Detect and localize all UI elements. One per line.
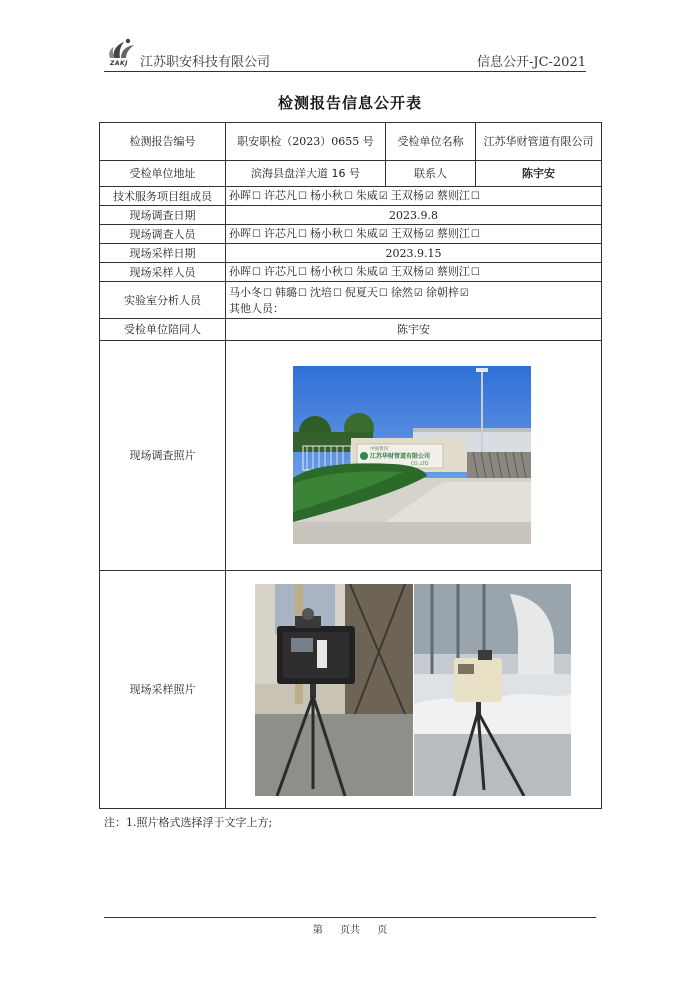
sampling-staff [226, 263, 602, 282]
survey-photo-cell [226, 341, 602, 571]
unchecked-box-icon: ☐ [343, 191, 353, 202]
checked-box-icon: ☑ [378, 191, 388, 202]
unchecked-box-icon: ☐ [263, 287, 272, 299]
header-divider [104, 71, 586, 72]
table-row [100, 244, 602, 263]
lab-staff [226, 282, 602, 319]
staff-name: 徐然 [390, 285, 413, 299]
staff-name: 蔡则江 [436, 265, 470, 278]
table-row [100, 263, 602, 282]
unchecked-box-icon: ☐ [297, 191, 307, 202]
client-label: 受检单位名称 [386, 123, 476, 161]
info-table [99, 122, 602, 809]
survey-staff [226, 225, 602, 244]
escort-label: 受检单位陪同人 [100, 319, 226, 341]
footer-total-label: 页共 [340, 925, 360, 936]
staff-name: 沈培 [309, 285, 332, 299]
staff-name: 蔡则江 [436, 189, 470, 202]
staff-name: 王双杨 [390, 189, 424, 202]
address-label: 受检单位地址 [100, 161, 226, 187]
staff-name: 韩璐 [274, 285, 297, 299]
table-row [100, 123, 602, 161]
staff-name: 孙晖 [229, 189, 251, 202]
sampling-date-label: 现场采样日期 [100, 244, 226, 263]
unchecked-box-icon: ☐ [252, 229, 261, 240]
staff-name: 马小冬 [229, 285, 262, 299]
survey-date-value: 2023.9.8 [226, 206, 602, 225]
page-header [104, 34, 586, 72]
report-no-value: 职安职检（2023）0655 号 [226, 123, 386, 161]
unchecked-box-icon: ☐ [470, 267, 480, 278]
staff-name: 朱威 [355, 265, 378, 278]
note-text: 注：1.照片格式选择浮于文字上方; [104, 816, 273, 829]
footer-page-suffix: 页 [377, 925, 388, 936]
staff-name: 王双杨 [390, 227, 424, 240]
sampling-photo-1 [255, 584, 413, 796]
table-row [100, 319, 602, 341]
staff-name: 蔡则江 [436, 227, 470, 240]
checked-box-icon: ☑ [424, 229, 434, 240]
staff-name: 杨小秋 [309, 227, 343, 240]
sampling-photo-cell [226, 571, 602, 809]
table-row [100, 341, 602, 571]
staff-name: 杨小秋 [309, 189, 343, 202]
unchecked-box-icon: ☐ [332, 287, 342, 299]
table-row [100, 225, 602, 244]
staff-name: 朱威 [355, 189, 378, 202]
unchecked-box-icon: ☐ [297, 287, 307, 299]
unchecked-box-icon: ☐ [470, 229, 480, 240]
lab-staff-label: 实验室分析人员 [100, 282, 226, 319]
unchecked-box-icon: ☐ [470, 191, 480, 202]
document-code: 信息公开-JC-2021 [476, 55, 586, 70]
table-row [100, 282, 602, 319]
survey-staff-label: 现场调查人员 [100, 225, 226, 244]
table-row [100, 571, 602, 809]
checked-box-icon: ☑ [378, 267, 388, 278]
staff-name: 许芯凡 [263, 227, 297, 240]
unchecked-box-icon: ☐ [252, 191, 261, 202]
table-row [100, 187, 602, 206]
sampling-staff-label: 现场采样人员 [100, 263, 226, 282]
contact-value: 陈宇安 [476, 161, 602, 187]
team-members [226, 187, 602, 206]
table-row [100, 161, 602, 187]
sign-text-3: CO.,LTD [411, 462, 429, 467]
unchecked-box-icon: ☐ [378, 287, 388, 299]
lab-staff-list [229, 285, 598, 301]
footer-divider [104, 917, 596, 918]
sign-text-2: 江苏华财管道有限公司 [370, 453, 431, 460]
staff-name: 杨小秋 [309, 265, 343, 278]
unchecked-box-icon: ☐ [297, 229, 307, 240]
checked-box-icon: ☑ [424, 267, 434, 278]
sampling-photo-2 [414, 584, 571, 796]
company-name: 江苏职安科技有限公司 [140, 55, 271, 70]
lab-other-staff: 其他人员： [229, 301, 284, 315]
unchecked-box-icon: ☐ [252, 267, 261, 278]
checked-box-icon: ☑ [378, 229, 388, 240]
address-value: 滨海县盘洋大道 16 号 [226, 161, 386, 187]
sampling-photo-label: 现场采样照片 [100, 571, 226, 809]
staff-name: 倪夏天 [344, 285, 378, 299]
staff-name: 许芯凡 [263, 189, 297, 202]
survey-photo-label: 现场调查照片 [100, 341, 226, 571]
unchecked-box-icon: ☐ [343, 267, 353, 278]
checked-box-icon: ☑ [459, 287, 469, 299]
staff-name: 徐朝梓 [425, 285, 459, 299]
client-value: 江苏华财管道有限公司 [476, 123, 602, 161]
unchecked-box-icon: ☐ [297, 267, 307, 278]
team-label: 技术服务项目组成员 [100, 187, 226, 206]
staff-name: 许芯凡 [263, 265, 297, 278]
logo-text: ZAKJ [110, 60, 128, 67]
survey-date-label: 现场调查日期 [100, 206, 226, 225]
staff-name: 孙晖 [229, 227, 251, 240]
contact-label: 联系人 [386, 161, 476, 187]
checked-box-icon: ☑ [424, 191, 434, 202]
footer-page-label: 第 [312, 925, 323, 936]
sign-text-1: 中国黄河 [370, 447, 388, 452]
sampling-date-value: 2023.9.15 [226, 244, 602, 263]
page-footer [0, 921, 700, 936]
staff-name: 王双杨 [390, 265, 424, 278]
escort-value: 陈宇安 [226, 319, 602, 341]
staff-name: 孙晖 [229, 265, 251, 278]
report-no-label: 检测报告编号 [100, 123, 226, 161]
checked-box-icon: ☑ [413, 287, 423, 299]
table-row [100, 206, 602, 225]
staff-name: 朱威 [355, 227, 378, 240]
unchecked-box-icon: ☐ [343, 229, 353, 240]
page-title: 检测报告信息公开表 [277, 94, 422, 112]
survey-photo [293, 366, 531, 544]
